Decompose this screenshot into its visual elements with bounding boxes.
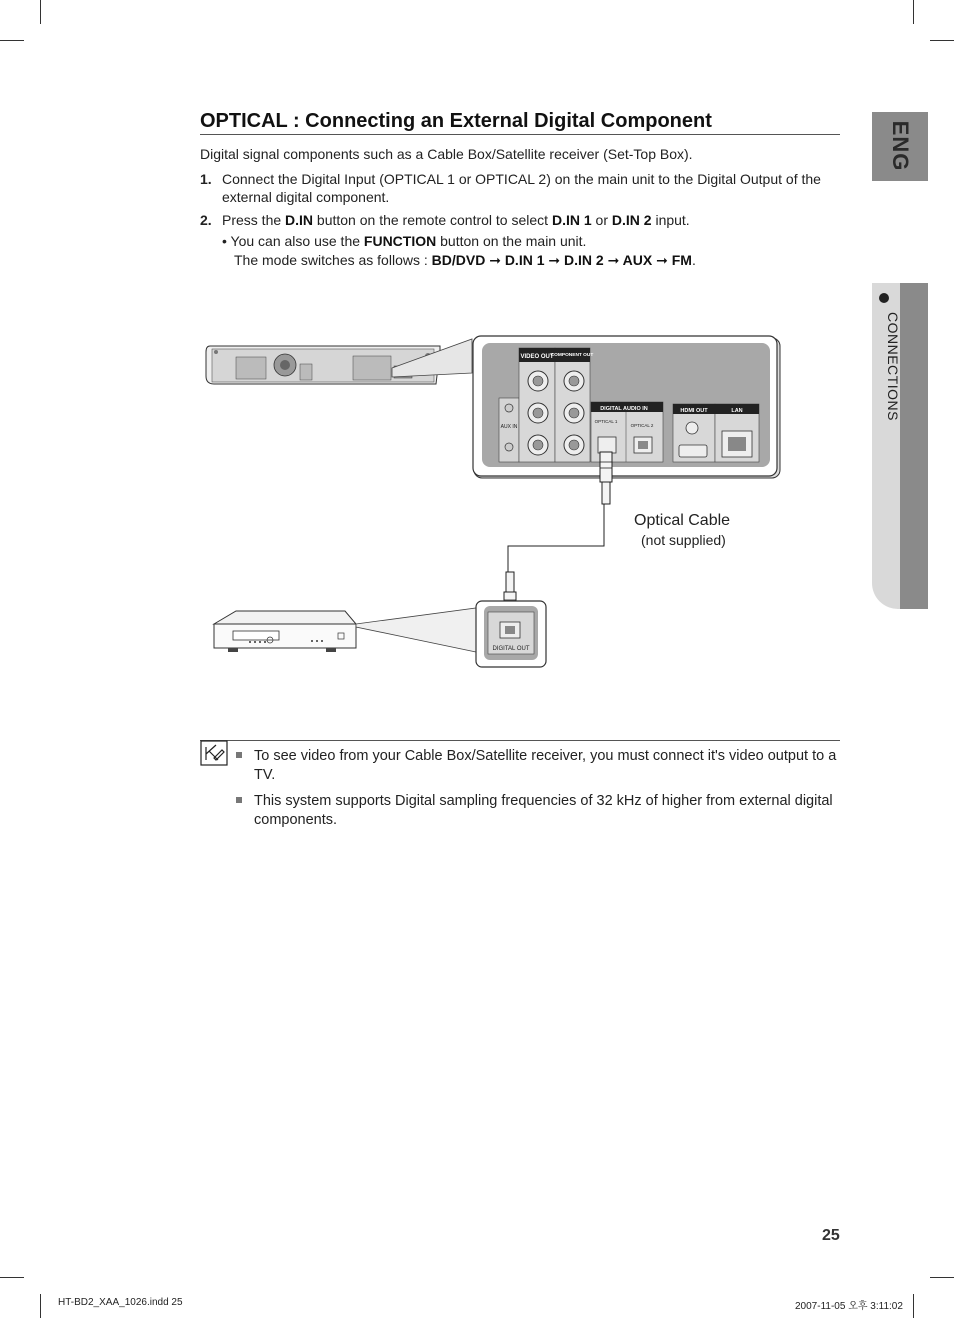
digital-audio-in-label: DIGITAL AUDIO IN bbox=[600, 406, 648, 412]
language-tab-label: ENG bbox=[888, 120, 913, 172]
digital-out-closeup bbox=[476, 601, 546, 667]
mode-prefix: The mode switches as follows : bbox=[234, 252, 432, 268]
note-text: This system supports Digital sampling frequencies of 32 kHz of higher from external digital components. bbox=[254, 793, 833, 828]
video-out-label: VIDEO OUT bbox=[520, 354, 554, 360]
note-pencil-icon bbox=[200, 740, 228, 766]
din1-label: D.IN 1 bbox=[551, 212, 592, 228]
component-out-label: COMPONENT OUT bbox=[550, 353, 594, 358]
cable-sublabel: (not supplied) bbox=[641, 532, 726, 548]
step-text-part: input. bbox=[651, 212, 690, 228]
dinbutton-label: D.IN bbox=[285, 212, 314, 228]
square-bullet-icon bbox=[236, 797, 242, 803]
din2-label: D.IN 2 bbox=[611, 212, 652, 228]
mode-sequence: BD/DVD ➞ D.IN 1 ➞ D.IN 2 ➞ AUX ➞ FM bbox=[431, 252, 692, 268]
tip-text: button on the main unit. bbox=[436, 233, 587, 249]
page-number: 25 bbox=[822, 1227, 840, 1244]
note-item bbox=[236, 747, 840, 785]
intro-text: Digital signal components such as a Cable Box/Satellite receiver (Set-Top Box). bbox=[200, 146, 693, 162]
square-bullet-icon bbox=[236, 752, 242, 758]
page-title: OPTICAL : Connecting an External Digital Component bbox=[200, 110, 840, 135]
step-number: 1. bbox=[200, 171, 212, 187]
rear-panel-closeup bbox=[473, 336, 780, 478]
hdmi-out-label: HDMI OUT bbox=[680, 408, 708, 414]
set-top-box-illustration bbox=[214, 611, 356, 652]
step-number: 2. bbox=[200, 212, 212, 228]
note-divider bbox=[200, 740, 840, 741]
digital-out-label: DIGITAL OUT bbox=[492, 646, 530, 652]
step-text-part: Press the bbox=[222, 212, 286, 228]
step-text: Connect the Digital Input (OPTICAL 1 or OPTICAL 2) on the main unit to the Digital Output of the external digital component. bbox=[222, 171, 821, 205]
step-text-part: button on the remote control to select bbox=[313, 212, 552, 228]
tip-text: • You can also use the bbox=[222, 233, 364, 249]
note-item bbox=[236, 792, 840, 830]
optical2-label: OPTICAL 2 bbox=[630, 423, 654, 428]
footer-filename: HT-BD2_XAA_1026.indd 25 bbox=[58, 1297, 183, 1308]
note-text: To see video from your Cable Box/Satellite receiver, you must connect it's video output to a TV. bbox=[254, 748, 837, 783]
section-tab-label: CONNECTIONS bbox=[885, 312, 901, 421]
mode-suffix: . bbox=[691, 252, 696, 268]
lan-label: LAN bbox=[731, 408, 743, 414]
footer-timestamp: 2007-11-05 오후 3:11:02 bbox=[795, 1301, 903, 1312]
optical1-label: OPTICAL 1 bbox=[594, 419, 618, 424]
cable-label: Optical Cable bbox=[634, 512, 731, 529]
aux-in-label: AUX IN bbox=[500, 424, 518, 430]
step-text-part: or bbox=[591, 212, 612, 228]
function-button-label: FUNCTION bbox=[363, 233, 437, 249]
